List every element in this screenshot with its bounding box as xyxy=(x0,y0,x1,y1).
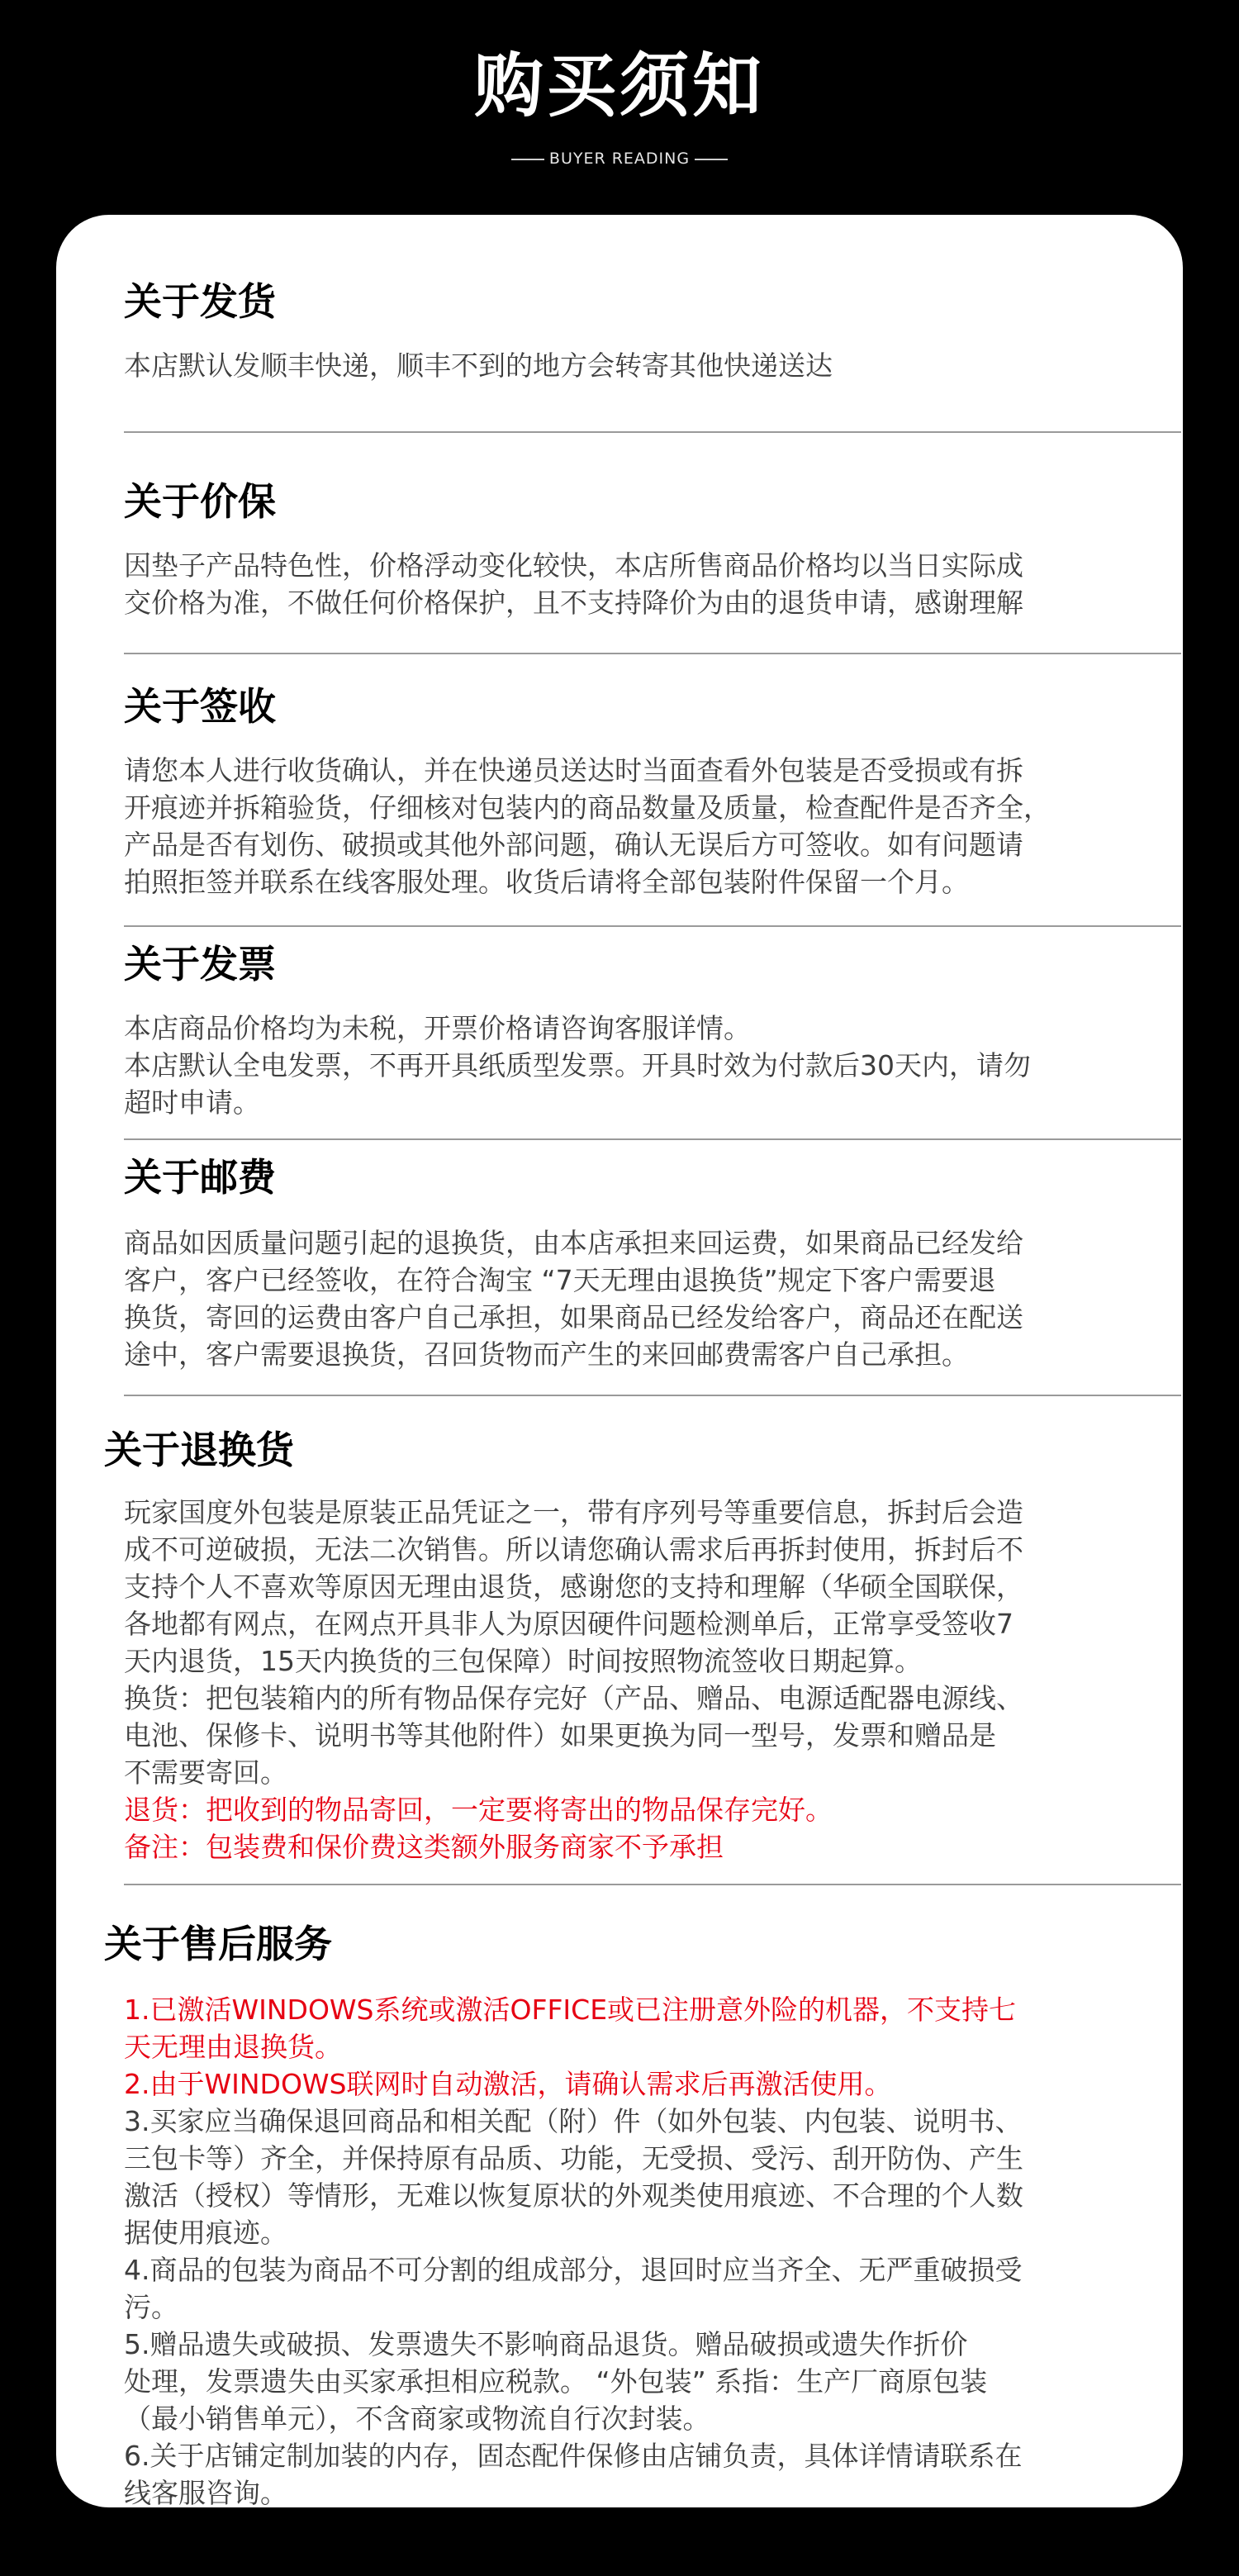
body-line: 4.商品的包装为商品不可分割的组成部分，退回时应当齐全、无严重破损受 xyxy=(124,2254,1023,2286)
body-line-highlight: 退货：把收到的物品寄回，一定要将寄出的物品保存完好。 xyxy=(124,1794,833,1826)
notice-card xyxy=(56,215,1183,2507)
body-line: 不需要寄回。 xyxy=(124,1756,287,1789)
section-title-shipping: 关于发货 xyxy=(124,279,276,324)
body-line: 请您本人进行收货确认，并在快递员送达时当面查看外包装是否受损或有拆 xyxy=(124,754,1023,787)
section-body-returns xyxy=(124,1494,1183,1865)
body-line: 客户，客户已经签收，在符合淘宝 “7天无理由退换货”规定下客户需要退 xyxy=(124,1264,996,1296)
section-body-shipping-fee xyxy=(124,1224,1183,1373)
body-line: 处理，发票遗失由买家承担相应税款。 “外包装” 系指：生产厂商原包装 xyxy=(124,2365,988,2398)
section-divider xyxy=(124,653,1181,654)
body-line: 三包卡等）齐全，并保持原有品质、功能，无受损、受污、刮开防伪、产生 xyxy=(124,2142,1023,2174)
subtitle-left-rule xyxy=(511,159,544,160)
body-line: 各地都有网点，在网点开具非人为原因硬件问题检测单后，正常享受签收7 xyxy=(124,1608,1014,1640)
section-divider xyxy=(124,925,1181,927)
body-line: 本店默认发顺丰快递，顺丰不到的地方会转寄其他快递送达 xyxy=(124,349,833,382)
body-line: 线客服咨询。 xyxy=(124,2477,287,2507)
section-body-shipping xyxy=(124,347,1183,384)
body-line-highlight: 1.已激活WINDOWS系统或激活OFFICE或已注册意外险的机器，不支持七 xyxy=(124,1994,1017,2026)
section-divider xyxy=(124,1138,1181,1140)
body-line: 拍照拒签并联系在线客服处理。收货后请将全部包装附件保留一个月。 xyxy=(124,866,969,898)
body-line: 3.买家应当确保退回商品和相关配（附）件（如外包装、内包装、说明书、 xyxy=(124,2105,1023,2137)
subtitle-right-rule xyxy=(695,159,728,160)
subtitle-row xyxy=(0,151,1239,167)
body-line: 6.关于店铺定制加装的内存，固态配件保修由店铺负责，具体详情请联系在 xyxy=(124,2440,1023,2472)
body-line: 产品是否有划伤、破损或其他外部问题，确认无误后方可签收。如有问题请 xyxy=(124,829,1023,861)
section-title-receipt: 关于签收 xyxy=(124,684,276,729)
section-title-invoice: 关于发票 xyxy=(124,942,276,986)
body-line-highlight: 2.由于WINDOWS联网时自动激活，请确认需求后再激活使用。 xyxy=(124,2068,892,2100)
page-header xyxy=(0,0,1239,215)
body-line: 超时申请。 xyxy=(124,1086,260,1119)
body-line: 5.赠品遗失或破损、发票遗失不影响商品退货。赠品破损或遗失作折价 xyxy=(124,2328,968,2360)
section-title-shipping-fee: 关于邮费 xyxy=(124,1155,276,1200)
body-line: 开痕迹并拆箱验货，仔细核对包装内的商品数量及质量，检查配件是否齐全， xyxy=(124,791,1051,824)
section-divider xyxy=(124,431,1181,433)
body-line-highlight: 备注：包装费和保价费这类额外服务商家不予承担 xyxy=(124,1831,724,1863)
body-line: 本店默认全电发票，不再开具纸质型发票。开具时效为付款后30天内，请勿 xyxy=(124,1049,1031,1081)
body-line: 污。 xyxy=(124,2291,178,2323)
page-title: 购买须知 xyxy=(473,45,765,126)
section-body-receipt xyxy=(124,752,1183,901)
section-body-price-protection xyxy=(124,547,1183,621)
body-line: 支持个人不喜欢等原因无理由退货，感谢您的支持和理解（华硕全国联保， xyxy=(124,1571,1023,1603)
body-line: 激活（授权）等情形，无难以恢复原状的外观类使用痕迹、不合理的个人数 xyxy=(124,2179,1023,2212)
body-line: （最小销售单元），不含商家或物流自行次封装。 xyxy=(124,2403,710,2435)
body-line: 据使用痕迹。 xyxy=(124,2217,287,2249)
body-line: 商品如因质量问题引起的退换货，由本店承担来回运费，如果商品已经发给 xyxy=(124,1227,1023,1259)
body-line: 换货：把包装箱内的所有物品保存完好（产品、赠品、电源适配器电源线、 xyxy=(124,1682,1023,1714)
body-line: 成不可逆破损，无法二次销售。所以请您确认需求后再拆封使用，拆封后不 xyxy=(124,1533,1023,1566)
body-line: 途中，客户需要退换货，召回货物而产生的来回邮费需客户自己承担。 xyxy=(124,1338,969,1371)
body-line-highlight: 天无理由退换货。 xyxy=(124,2031,342,2063)
body-line: 天内退货，15天内换货的三包保障）时间按照物流签收日期起算。 xyxy=(124,1645,922,1677)
page-subtitle: BUYER READING xyxy=(548,150,691,168)
body-line: 玩家国度外包装是原装正品凭证之一，带有序列号等重要信息，拆封后会造 xyxy=(124,1496,1023,1528)
section-body-invoice xyxy=(124,1010,1183,1121)
body-line: 本店商品价格均为未税，开票价格请咨询客服详情。 xyxy=(124,1012,751,1044)
section-title-price-protection: 关于价保 xyxy=(124,479,276,524)
body-line: 换货，寄回的运费由客户自己承担，如果商品已经发给客户，商品还在配送 xyxy=(124,1301,1023,1333)
section-divider xyxy=(124,1884,1181,1885)
section-title-returns: 关于退换货 xyxy=(104,1428,294,1472)
body-line: 因垫子产品特色性，价格浮动变化较快，本店所售商品价格均以当日实际成 xyxy=(124,549,1023,582)
section-body-after-sales xyxy=(124,1991,1183,2507)
body-line: 交价格为准，不做任何价格保护，且不支持降价为由的退货申请，感谢理解 xyxy=(124,587,1023,619)
body-line: 电池、保修卡、说明书等其他附件）如果更换为同一型号，发票和赠品是 xyxy=(124,1719,996,1751)
section-divider xyxy=(124,1395,1181,1396)
section-title-after-sales: 关于售后服务 xyxy=(104,1922,332,1966)
